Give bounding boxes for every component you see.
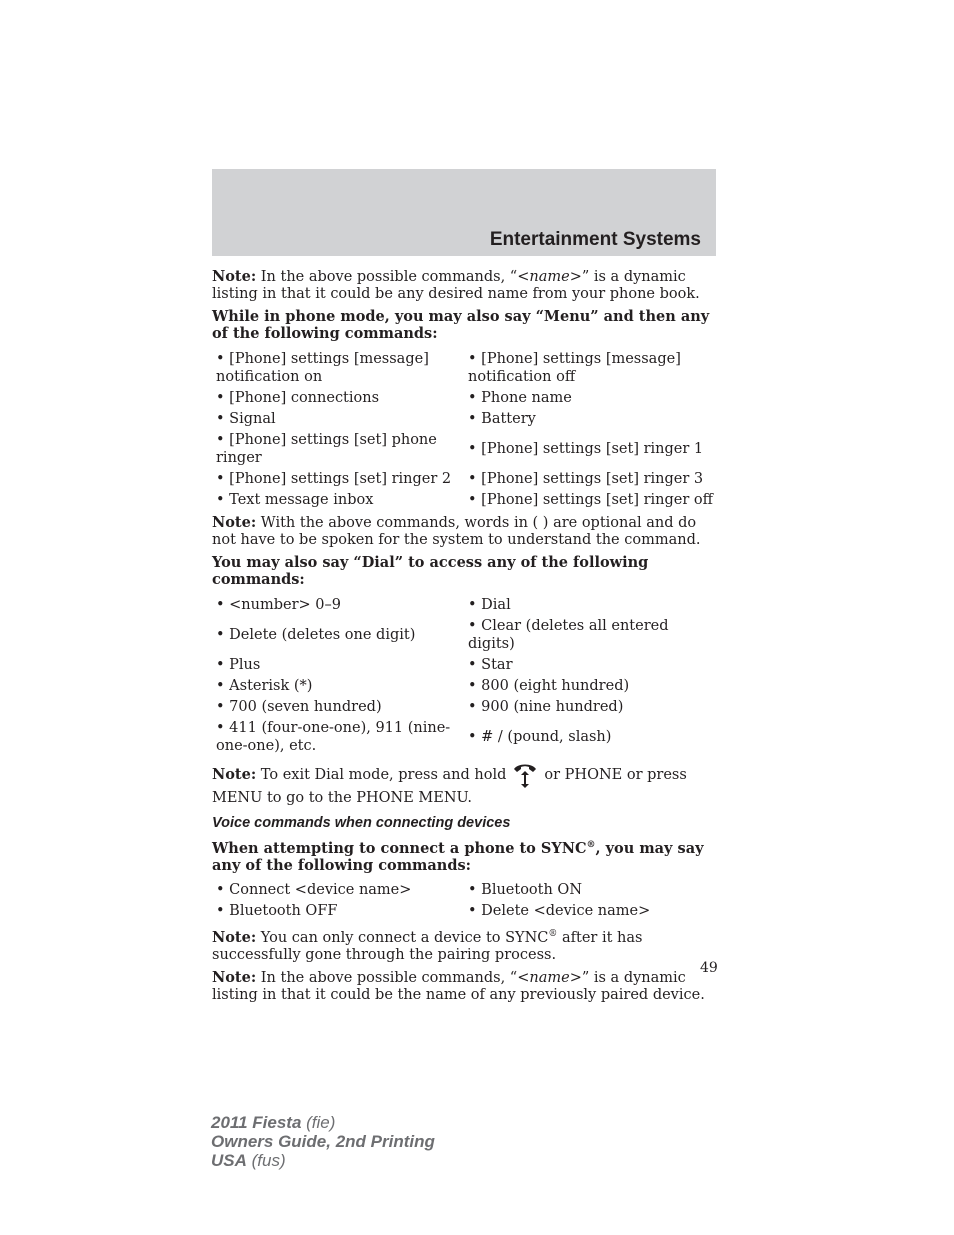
- command-row: [212, 675, 716, 696]
- footer: [211, 1113, 435, 1170]
- note-text: In the above possible commands, “<: [256, 269, 530, 285]
- footer-guide: Owners Guide, 2nd Printing: [211, 1132, 435, 1151]
- note-text: after it has successfully gone through the pairing process.: [212, 929, 643, 963]
- phone-icon: [510, 760, 540, 790]
- command-row: [212, 901, 716, 922]
- footer-model-code: (fie): [301, 1113, 336, 1132]
- command-item: • Delete <device name>: [468, 903, 651, 920]
- note-text: In the above possible commands, “<: [256, 969, 530, 986]
- command-row: [212, 408, 716, 429]
- command-item: • Signal: [216, 410, 276, 427]
- command-item: • Phone name: [468, 389, 572, 406]
- command-item: • Dial: [468, 596, 511, 613]
- note-text: To exit Dial mode, press and hold: [256, 767, 507, 783]
- command-item: • Bluetooth ON: [468, 882, 583, 899]
- phone-menu-commands: [212, 348, 716, 510]
- connect-commands: [212, 880, 716, 922]
- command-row: [212, 489, 716, 510]
- command-item: • Star: [468, 656, 513, 673]
- command-item: • 411 (four-one-one), 911 (nine-one-one), etc.: [216, 719, 451, 754]
- command-row: [212, 387, 716, 408]
- command-item: • Text message inbox: [216, 491, 374, 508]
- command-item: • Delete (deletes one digit): [216, 626, 416, 643]
- note-text: or PHONE or press MENU to go to the PHONE MENU.: [212, 767, 687, 806]
- command-row: [212, 429, 716, 468]
- command-row: [212, 615, 716, 654]
- note-pairing: [212, 926, 716, 964]
- footer-model: 2011 Fiesta: [211, 1113, 302, 1132]
- lead-text: When attempting to connect a phone to SYNC: [212, 839, 587, 857]
- command-item: • Asterisk (*): [216, 677, 313, 694]
- note-dynamic-name: [212, 268, 716, 303]
- command-item: • Clear (deletes all entered digits): [468, 617, 669, 652]
- dial-lead: You may also say “Dial” to access any of the following commands:: [212, 554, 649, 588]
- note-label: Note:: [212, 766, 257, 783]
- section-header-band: [212, 169, 716, 256]
- command-item: • Plus: [216, 656, 261, 673]
- note-optional-words: [212, 514, 716, 549]
- command-row: [212, 654, 716, 675]
- lead-text: , you may say any of the following commands:: [212, 839, 704, 874]
- note-label: Note:: [212, 268, 257, 285]
- command-row: [212, 717, 716, 756]
- command-row: [212, 348, 716, 387]
- command-item: • Battery: [468, 410, 536, 427]
- command-item: • [Phone] connections: [216, 389, 380, 406]
- phone-menu-lead: While in phone mode, you may also say “Menu” and then any of the following commands:: [212, 308, 710, 342]
- name-placeholder: name: [529, 969, 570, 986]
- dial-commands: [212, 594, 716, 756]
- page-content: [212, 268, 716, 1009]
- note-paired-device: [212, 969, 716, 1004]
- connect-lead: [212, 837, 716, 874]
- command-item: • 800 (eight hundred): [468, 677, 630, 694]
- footer-line-guide: [211, 1132, 435, 1151]
- command-item: • 900 (nine hundred): [468, 698, 624, 715]
- command-item: • Connect <device name>: [216, 882, 412, 899]
- footer-line-market: [211, 1151, 435, 1170]
- command-row: [212, 594, 716, 615]
- command-item: • [Phone] settings [set] ringer off: [468, 491, 713, 508]
- command-item: • [Phone] settings [set] phone ringer: [216, 431, 437, 466]
- subheading-voice-commands: Voice commands when connecting devices: [212, 815, 511, 831]
- footer-market: USA: [211, 1151, 247, 1170]
- registered-mark: ®: [548, 928, 558, 939]
- note-exit-dial: [212, 760, 716, 807]
- note-text: >” is a dynamic listing in that it could be the name of any previously paired device.: [212, 969, 705, 1003]
- section-title: Entertainment Systems: [489, 229, 701, 250]
- command-item: • Bluetooth OFF: [216, 903, 338, 920]
- command-item: • [Phone] settings [set] ringer 3: [468, 470, 704, 487]
- note-label: Note:: [212, 928, 257, 946]
- note-label: Note:: [212, 514, 257, 531]
- note-text: You can only connect a device to SYNC: [256, 929, 549, 946]
- command-item: • [Phone] settings [message] notification on: [216, 350, 429, 385]
- page-number: 49: [700, 960, 718, 976]
- note-text: >” is a dynamic listing in that it could be any desired name from your phone book.: [212, 269, 700, 302]
- command-item: • 700 (seven hundred): [216, 698, 382, 715]
- command-item: • [Phone] settings [set] ringer 1: [468, 440, 704, 457]
- command-row: [212, 696, 716, 717]
- note-label: Note:: [212, 968, 257, 986]
- command-item: • [Phone] settings [set] ringer 2: [216, 470, 452, 487]
- command-item: • [Phone] settings [message] notification off: [468, 350, 681, 385]
- name-placeholder: name: [529, 269, 570, 285]
- footer-market-code: (fus): [246, 1151, 286, 1170]
- registered-mark: ®: [586, 840, 596, 850]
- command-row: [212, 468, 716, 489]
- note-text: With the above commands, words in ( ) are optional and do not have to be spoken for the system to understand the command.: [212, 515, 701, 548]
- command-row: [212, 880, 716, 901]
- footer-line-model: [211, 1113, 435, 1132]
- command-item: • <number> 0–9: [216, 596, 341, 613]
- command-item: • # / (pound, slash): [468, 728, 612, 745]
